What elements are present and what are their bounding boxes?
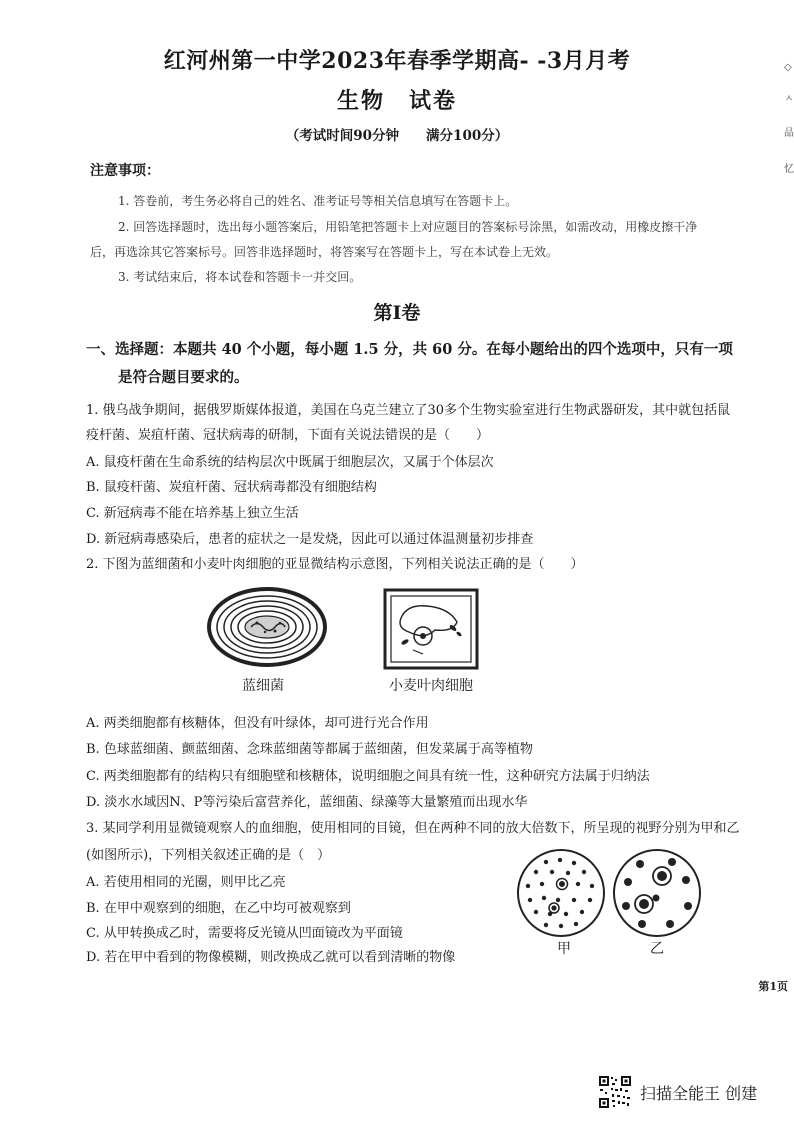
note-line: 1. 答卷前，考生务必将自己的姓名、准考证号等相关信息填写在答题卡上。 <box>118 194 518 208</box>
microscope-field-jia <box>516 848 606 938</box>
edge-mark: ㅅ <box>784 94 794 105</box>
exam-subject: 生物 试卷 <box>336 88 457 114</box>
figure-label-wheat-cell: 小麦叶肉细胞 <box>389 678 473 694</box>
q3-stem: 3. 某同学利用显微镜观察人的血细胞，使用相同的目镜，但在两种不同的放大倍数下，所呈现的视野分别为甲和乙 <box>86 821 740 836</box>
q3-option-c: C. 从甲转换成乙时，需要将反光镜从凹面镜改为平面镜 <box>86 926 403 941</box>
q3-option-a: A. 若使用相同的光圈，则甲比乙亮 <box>86 875 286 890</box>
qr-code-icon <box>598 1075 632 1109</box>
q3-option-d: D. 若在甲中看到的物像模糊，则改换成乙就可以看到清晰的物像 <box>86 950 456 965</box>
figure-label-jia: 甲 <box>557 941 571 957</box>
note-line: 后，再选涂其它答案标号。回答非选择题时，将答案写在答题卡上，写在本试卷上无效。 <box>90 245 559 259</box>
q2-stem: 2. 下图为蓝细菌和小麦叶肉细胞的亚显微结构示意图，下列相关说法正确的是（ ） <box>86 557 584 572</box>
note-line: 2. 回答选择题时，选出每小题答案后，用铅笔把答题卡上对应题目的答案标号涂黑，如需改动，用橡皮擦干净 <box>118 220 698 234</box>
edge-mark: 品 <box>784 128 794 139</box>
section-title: 第I卷 <box>373 302 421 324</box>
q1-stem: 1. 俄乌战争期间，据俄罗斯媒体报道，美国在乌克兰建立了30多个生物实验室进行生物武器研发，其中就包括鼠 <box>86 403 731 418</box>
q2-option-c: C. 两类细胞都有的结构只有细胞壁和核糖体，说明细胞之间具有统一性，这种研究方法属于归纳法 <box>86 769 650 784</box>
edge-mark: 忆 <box>784 164 794 175</box>
q1-option-a: A. 鼠疫杆菌在生命系统的结构层次中既属于细胞层次，又属于个体层次 <box>86 455 494 470</box>
section-instruction: 一、选择题：本题共 40 个小题，每小题 1.5 分，共 60 分。在每小题给出的四个选项中，只有一项 <box>86 341 733 358</box>
section-instruction-cont: 是符合题目要求的。 <box>118 369 249 386</box>
wheat-mesophyll-cell-diagram <box>383 588 479 670</box>
exam-info: （考试时间90分钟 满分100分） <box>285 128 509 144</box>
microscope-field-yi <box>612 848 702 938</box>
q1-option-c: C. 新冠病毒不能在培养基上独立生活 <box>86 506 299 521</box>
scanner-watermark: 扫描全能王 创建 <box>640 1084 758 1103</box>
q1-option-d: D. 新冠病毒感染后，患者的症状之一是发烧，因此可以通过体温测量初步排查 <box>86 532 534 547</box>
figure-label-cyanobacteria: 蓝细菌 <box>242 678 284 694</box>
q1-option-b: B. 鼠疫杆菌、炭疽杆菌、冠状病毒都没有细胞结构 <box>86 480 377 495</box>
q2-option-b: B. 色球蓝细菌、颤蓝细菌、念珠蓝细菌等都属于蓝细菌，但发菜属于高等植物 <box>86 742 533 757</box>
q2-option-d: D. 淡水水域因N、P等污染后富营养化，蓝细菌、绿藻等大量繁殖而出现水华 <box>86 795 528 810</box>
notes-heading: 注意事项： <box>90 163 160 179</box>
q1-stem-cont: 疫杆菌、炭疽杆菌、冠状病毒的研制，下面有关说法错误的是（ ） <box>86 428 490 443</box>
note-line: 3. 考试结束后，将本试卷和答题卡一并交回。 <box>118 270 362 284</box>
q3-stem-cont: (如图所示)，下列相关叙述正确的是（ ） <box>86 848 331 863</box>
edge-mark: ◇ <box>784 62 792 73</box>
page-number: 第1页 <box>758 980 788 993</box>
figure-label-yi: 乙 <box>650 941 664 957</box>
q3-option-b: B. 在甲中观察到的细胞，在乙中均可被观察到 <box>86 901 351 916</box>
q2-option-a: A. 两类细胞都有核糖体，但没有叶绿体，却可进行光合作用 <box>86 716 429 731</box>
exam-title: 红河州第一中学2023年春季学期高- -3月月考 <box>163 48 631 74</box>
cyanobacteria-diagram <box>205 585 329 669</box>
